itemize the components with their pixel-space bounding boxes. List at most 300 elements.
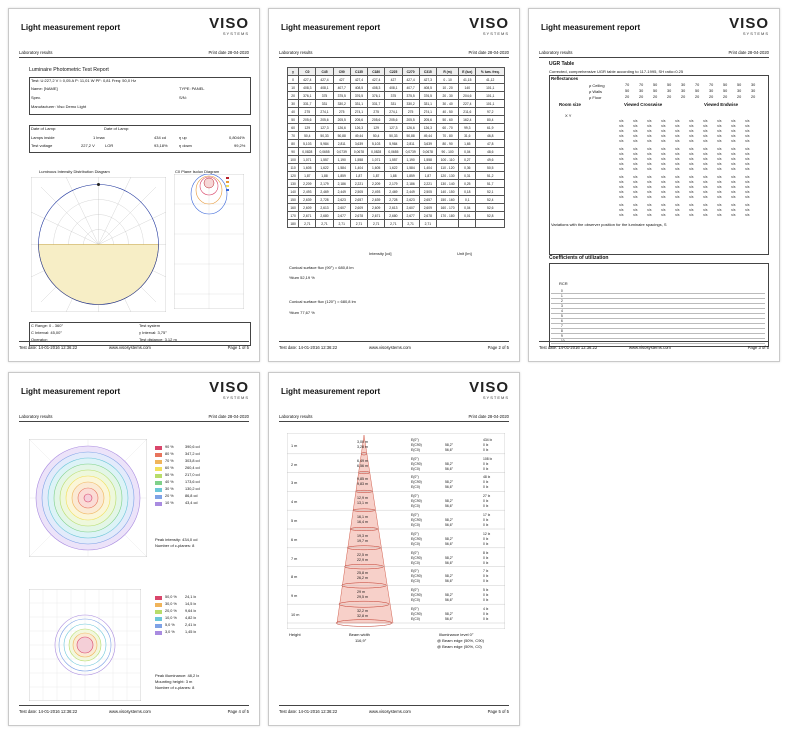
legend-swatch [155, 481, 162, 485]
table-cell: 160 [288, 204, 299, 212]
ugr-cell: n/a [731, 203, 736, 207]
viso-logo: VISO SYSTEMS [469, 15, 509, 36]
e-angle: 56,6° [445, 447, 453, 452]
table-cell: 1,404 [419, 164, 436, 172]
ugr-cell: n/a [689, 213, 694, 217]
ugr-cell: n/a [689, 195, 694, 199]
report-page-2 [268, 8, 520, 362]
table-cell: 2,469 [316, 188, 333, 196]
table-cell: 375 [385, 92, 402, 100]
eta-up-value: 0,8044% [229, 135, 245, 140]
table-row [288, 188, 505, 196]
ugr-cell: n/a [675, 175, 680, 179]
coefficients-table-frame [549, 263, 769, 347]
table-cell: 49,44 [419, 132, 436, 140]
lor-value: 93,18% [154, 143, 168, 148]
legend-percent: 20,0 % [165, 609, 177, 613]
num-planes: Number of c-planes: 8 [155, 543, 195, 548]
ugr-cell: n/a [619, 152, 624, 156]
beam-width-value: 16,4 m [357, 520, 368, 524]
e-label: E(C90) [411, 574, 422, 579]
table-cell: 408,3 [299, 84, 316, 92]
table-cell: 50,33 [385, 132, 402, 140]
e-angle: 58,2° [445, 574, 453, 579]
ugr-cell: n/a [745, 134, 750, 138]
ugr-cell: n/a [703, 195, 708, 199]
table-cell: 160 - 170 [436, 204, 458, 212]
table-cell: 427,4 [368, 76, 385, 84]
reflectance-value: 20 [695, 95, 700, 99]
table-cell: 0 - 10 [436, 76, 458, 84]
table-cell: 140 [459, 84, 476, 92]
table-cell: 2,678 [350, 212, 367, 220]
e-angle: 58,2° [445, 480, 453, 485]
e-angle: 56,6° [445, 560, 453, 565]
ugr-cell: n/a [717, 180, 722, 184]
e-angle: 56,6° [445, 617, 453, 621]
ugr-cell: n/a [731, 129, 736, 133]
e-angle: 58,2° [445, 518, 453, 522]
c-interval: C Interval: 45,00° [31, 330, 62, 335]
table-cell: 2,71 [333, 220, 350, 228]
page-footer: Test date: 14-01-2016 12:36:22 www.visosystems.com Page 5 of 5 [279, 705, 509, 717]
table-cell: 2,680 [316, 212, 333, 220]
table-cell: 50,4 [299, 132, 316, 140]
table-header-cell: C270 [402, 68, 419, 76]
table-cell: 1,404 [350, 164, 367, 172]
ugr-cell: n/a [717, 203, 722, 207]
e-lux: 0 lx [483, 555, 489, 560]
e-label: E(0°) [411, 607, 419, 611]
e-label: E(0°) [411, 513, 419, 517]
table-cell: 1,87 [368, 172, 385, 180]
intensity-axis-label: Intensity [cd] [369, 251, 392, 256]
ugr-cell: n/a [619, 175, 624, 179]
table-cell: 0,0739 [402, 148, 419, 156]
e-label: E(C0) [411, 466, 420, 471]
table-cell: 205,6 [299, 116, 316, 124]
legend-value: 4,82 lx [185, 616, 197, 620]
coeff-row-line [551, 298, 765, 299]
ugr-cell: n/a [689, 134, 694, 138]
legend-swatch [155, 596, 162, 600]
num-c-planes: Number of c-planes: 8 [155, 685, 195, 690]
type-field: TYPE: PANEL [179, 86, 205, 91]
ugr-cell: n/a [703, 139, 708, 143]
legend-swatch [155, 467, 162, 471]
table-cell: 274,1 [316, 108, 333, 116]
table-cell: 427,4 [402, 76, 419, 84]
table-row [288, 108, 505, 116]
e-label: E(C90) [411, 536, 422, 541]
table-cell: 1,87 [350, 172, 367, 180]
ugr-cell: n/a [619, 185, 624, 189]
table-cell: 275 [333, 108, 350, 116]
ugr-cell: n/a [619, 180, 624, 184]
table-cell: 2,209 [368, 180, 385, 188]
e-lux: 0 lx [483, 466, 489, 471]
beam-width-value: 29 m [357, 590, 365, 595]
table-cell: 408,1 [316, 84, 333, 92]
table-cell: 1,88 [385, 172, 402, 180]
table-cell: 2,505 [350, 188, 367, 196]
beam-width-value: 6,56 m [357, 463, 368, 468]
ugr-cell: n/a [717, 139, 722, 143]
table-cell: 2,221 [350, 180, 367, 188]
table-cell: 1,622 [316, 164, 333, 172]
variations-label: Variations with the observer position for the luminaire spacings, S [551, 222, 667, 227]
table-cell: 408,5 [350, 84, 367, 92]
coeff-row-line [551, 308, 765, 309]
ugr-cell: n/a [731, 195, 736, 199]
e-label: E(C90) [411, 593, 422, 598]
legend-swatch [155, 610, 162, 614]
reflectance-value: 50 [737, 83, 742, 87]
ugr-cell: n/a [619, 119, 624, 123]
table-cell: 50,88 [333, 132, 350, 140]
height-label: 4 m [291, 500, 298, 505]
height-label: Height [289, 632, 301, 637]
ugr-cell: n/a [661, 124, 666, 128]
table-cell: 1,88 [316, 172, 333, 180]
height-label: 3 m [291, 481, 298, 486]
e-angle: 58,2° [445, 555, 453, 560]
height-label: 1 m [291, 443, 298, 448]
reflectance-value: 30 [667, 89, 672, 93]
ugr-cell: n/a [731, 185, 736, 189]
ugr-cell: n/a [661, 175, 666, 179]
reflectance-value: 20 [653, 95, 658, 99]
table-cell: 130 - 140 [436, 180, 458, 188]
coeff-row-line [551, 338, 765, 339]
e-label: E(C0) [411, 598, 420, 603]
coeff-row-line [551, 328, 765, 329]
e-angle: 58,2° [445, 499, 453, 504]
legend-swatch [155, 460, 162, 464]
table-cell: 50,88 [402, 132, 419, 140]
ugr-cell: n/a [619, 167, 624, 171]
legend-percent: 20 % [165, 494, 174, 498]
ugr-cell: n/a [689, 152, 694, 156]
table-header-cell: R (m) [436, 68, 458, 76]
ugr-cell: n/a [745, 203, 750, 207]
table-row [288, 220, 505, 228]
e-label: E(C0) [411, 504, 420, 509]
table-cell: 2,609 [419, 204, 436, 212]
voltage-value: 227,2 V [81, 143, 95, 148]
beam-width-value: 9,83 m [357, 482, 368, 487]
height-label: 8 m [291, 575, 298, 580]
table-cell: 51,2 [476, 172, 505, 180]
ugr-cell: n/a [703, 185, 708, 189]
report-page-1 [8, 8, 260, 362]
e-angle: 56,6° [445, 485, 453, 490]
table-cell: 50 [288, 116, 299, 124]
reflectance-value: 20 [639, 95, 644, 99]
table-cell: 227,4 [459, 100, 476, 108]
intensity-table [287, 67, 505, 228]
rcr-value: 8 [561, 329, 563, 333]
peak-illuminance: Peak illuminance: 48,2 lx [155, 673, 200, 678]
ugr-cell: n/a [675, 213, 680, 217]
ugr-cell: n/a [703, 134, 708, 138]
e-label: E(0°) [411, 588, 419, 593]
table-cell: 427 [385, 76, 402, 84]
ugr-cell: n/a [745, 119, 750, 123]
table-header-cell: C315 [419, 68, 436, 76]
table-cell: 330,2 [402, 100, 419, 108]
table-cell: 427,4 [350, 76, 367, 84]
ugr-cell: n/a [661, 213, 666, 217]
table-cell: 140 [288, 188, 299, 196]
legend-item [155, 466, 235, 473]
table-row [288, 172, 505, 180]
table-row [288, 148, 505, 156]
ugr-cell: n/a [745, 190, 750, 194]
table-cell: 2,505 [419, 188, 436, 196]
table-cell: 0,36 [459, 164, 476, 172]
reflectance-value: 70 [695, 83, 700, 87]
e-angle: 56,6° [445, 579, 453, 584]
gamma-interval: γ Interval: 3,75° [139, 330, 167, 335]
polar-diagram-title: Luminous Intensity Distribution Diagram [39, 169, 110, 174]
table-cell: 2,639 [299, 196, 316, 204]
table-cell: 0,31 [459, 172, 476, 180]
table-cell: 408,5 [419, 84, 436, 92]
table-cell: 2,728 [316, 196, 333, 204]
table-row [288, 116, 505, 124]
ugr-cell: n/a [717, 147, 722, 151]
beam-edge-c90: @ Beam edge (50%, C90) [437, 638, 484, 643]
spec-field: Spec. [31, 95, 42, 100]
table-cell: 51,7 [476, 180, 505, 188]
ugr-cell: n/a [661, 167, 666, 171]
table-cell: 60 [288, 124, 299, 132]
table-cell: 2,71 [402, 220, 419, 228]
table-cell: 10 - 20 [436, 84, 458, 92]
e-label: E(C90) [411, 499, 422, 504]
table-cell: 1,859 [402, 172, 419, 180]
table-cell: 2,493 [368, 188, 385, 196]
legend-percent: 3,0 % [165, 630, 175, 634]
ugr-cell: n/a [675, 134, 680, 138]
table-cell: 376,5 [419, 92, 436, 100]
legend-swatch [155, 502, 162, 506]
ugr-cell: n/a [647, 152, 652, 156]
legend-swatch [155, 446, 162, 450]
table-header-cell: E (lux) [459, 68, 476, 76]
lor-label: LOR [105, 143, 114, 148]
legend-swatch [155, 617, 162, 621]
ugr-cell: n/a [619, 147, 624, 151]
table-cell: 126,3 [350, 124, 367, 132]
table-cell: 0,04 [459, 148, 476, 156]
ugr-cell: n/a [745, 152, 750, 156]
table-cell: 5,984 [385, 140, 402, 148]
ugr-cell: n/a [675, 139, 680, 143]
viso-logo: VISO SYSTEMS [209, 379, 249, 400]
legend-value: 14,5 lx [185, 602, 197, 606]
table-cell: 5,984 [316, 140, 333, 148]
rcr-value: 10 [561, 339, 565, 343]
table-cell: 275 [368, 108, 385, 116]
ugr-cell: n/a [745, 175, 750, 179]
ugr-cell: n/a [703, 208, 708, 212]
legend-item [155, 494, 235, 501]
table-cell: 408,1 [385, 84, 402, 92]
table-cell: 150 [288, 196, 299, 204]
table-cell: 0,18 [459, 188, 476, 196]
table-cell: 2,71 [299, 220, 316, 228]
reflectance-value: 20 [625, 95, 630, 99]
ugr-cell: n/a [703, 203, 708, 207]
table-cell: 40 - 50 [436, 108, 458, 116]
table-header-cell: C135 [350, 68, 367, 76]
ugr-cell: n/a [717, 195, 722, 199]
legend-swatch [155, 453, 162, 457]
table-cell: 2,607 [402, 204, 419, 212]
reflectance-value: 20 [751, 95, 756, 99]
date-of-lamp-label-2: Date of Lamp: [104, 126, 130, 131]
report-page-4 [8, 372, 260, 726]
table-cell: 3,639 [350, 140, 367, 148]
table-cell: 2,71 [368, 220, 385, 228]
table-cell: 20 [288, 92, 299, 100]
table-cell: 52,6 [476, 204, 505, 212]
table-row [288, 180, 505, 188]
table-cell: 427,3 [419, 76, 436, 84]
lamps-inside-label: Lamps inside [31, 135, 55, 140]
ugr-cell: n/a [647, 213, 652, 217]
ugr-cell: n/a [745, 213, 750, 217]
ugr-cell: n/a [745, 208, 750, 212]
coeff-row-line [551, 303, 765, 304]
table-cell: 205,6 [368, 116, 385, 124]
table-cell: 376,1 [299, 92, 316, 100]
ugr-cell: n/a [717, 134, 722, 138]
beam-width-value: 6,49 m [357, 458, 368, 463]
table-cell: 205,5 [333, 116, 350, 124]
ugr-cell: n/a [689, 162, 694, 166]
rcr-value: 2 [561, 299, 563, 303]
height-label: 7 m [291, 556, 298, 561]
ugr-cell: n/a [703, 175, 708, 179]
e-lux: 12 lx [483, 531, 491, 536]
reflectance-value: 50 [625, 89, 630, 93]
ugr-cell: n/a [731, 157, 736, 161]
ugr-cell: n/a [647, 157, 652, 161]
ugr-cell: n/a [731, 134, 736, 138]
table-cell: 0,0678 [419, 148, 436, 156]
table-cell: 330,2 [333, 100, 350, 108]
table-cell: 129 [368, 124, 385, 132]
ugr-cell: n/a [661, 119, 666, 123]
beam-width-value: 26,2 m [357, 576, 368, 581]
legend-item [155, 609, 235, 616]
peak-intensity: Peak intensity: 434,0 cd [155, 537, 198, 542]
ugr-cell: n/a [647, 175, 652, 179]
ugr-cell: n/a [731, 180, 736, 184]
table-cell: 408,3 [368, 84, 385, 92]
ugr-cell: n/a [633, 203, 638, 207]
table-cell: 2,657 [350, 196, 367, 204]
reflectance-value: 50 [653, 83, 658, 87]
table-cell: 331 [316, 100, 333, 108]
ugr-cell: n/a [661, 129, 666, 133]
table-cell: 2,609 [299, 204, 316, 212]
e-lux: 0 lx [483, 617, 489, 621]
table-cell: 0,27 [459, 156, 476, 164]
ugr-cell: n/a [703, 162, 708, 166]
reflectance-value: 70 [639, 83, 644, 87]
table-row [288, 196, 505, 204]
legend-value: 1,45 lx [185, 630, 197, 634]
table-cell: 50,4 [368, 132, 385, 140]
ugr-cell: n/a [731, 208, 736, 212]
page-title: Light measurement report [21, 387, 121, 396]
beam-edge-c0: @ Beam edge (50%, C0) [437, 644, 482, 649]
ugr-cell: n/a [661, 162, 666, 166]
table-cell: 90 - 100 [436, 148, 458, 156]
e-angle: 56,6° [445, 598, 453, 603]
ugr-cell: n/a [689, 180, 694, 184]
beam-width-value: 3,00 m [357, 439, 368, 444]
illuminance-level: Illuminance level 0° [439, 632, 474, 637]
e-angle: 56,6° [445, 504, 453, 509]
legend-value: 2,41 lx [185, 623, 197, 627]
table-row [288, 156, 505, 164]
isocandela-legend [155, 445, 235, 508]
ugr-cell: n/a [731, 175, 736, 179]
ugr-cell: n/a [633, 129, 638, 133]
table-cell: 80,4 [476, 116, 505, 124]
e-lux: 0 lx [483, 485, 489, 490]
isolux-diagram-title: C0 Plane Isolux Diagram [175, 169, 220, 174]
table-cell: 331,7 [368, 100, 385, 108]
ceiling-label: ρ Ceiling [589, 83, 605, 88]
legend-item [155, 452, 235, 459]
ugr-cell: n/a [717, 124, 722, 128]
e-label: E(0°) [411, 569, 419, 574]
legend-item [155, 501, 235, 508]
e-lux: 8 lx [483, 550, 489, 555]
legend-value: 303,8 cd [185, 459, 200, 463]
e-lux: 17 lx [483, 513, 491, 517]
ugr-cell: n/a [633, 139, 638, 143]
table-cell: 407,7 [402, 84, 419, 92]
table-cell: 331,1 [350, 100, 367, 108]
ugr-cell: n/a [675, 180, 680, 184]
table-cell: 0,0828 [299, 148, 316, 156]
e-angle: 56,6° [445, 541, 453, 546]
ugr-cell: n/a [675, 185, 680, 189]
beam-width-value: 9,85 m [357, 477, 368, 482]
reflectance-value: 20 [723, 95, 728, 99]
reflectance-value: 30 [737, 89, 742, 93]
ugr-cell: n/a [619, 203, 624, 207]
ugr-cell: n/a [689, 157, 694, 161]
page-footer: Test date: 14-01-2016 12:36:22 www.visosystems.com Page 4 of 5 [19, 705, 249, 717]
e-lux: 0 lx [483, 447, 489, 452]
e-lux: 0 lx [483, 593, 489, 598]
table-cell [436, 220, 458, 228]
table-cell: 1,622 [385, 164, 402, 172]
legend-item [155, 459, 235, 466]
table-cell: 127,3 [385, 124, 402, 132]
ugr-cell: n/a [619, 124, 624, 128]
ugr-cell: n/a [647, 134, 652, 138]
table-cell: 5,103 [368, 140, 385, 148]
